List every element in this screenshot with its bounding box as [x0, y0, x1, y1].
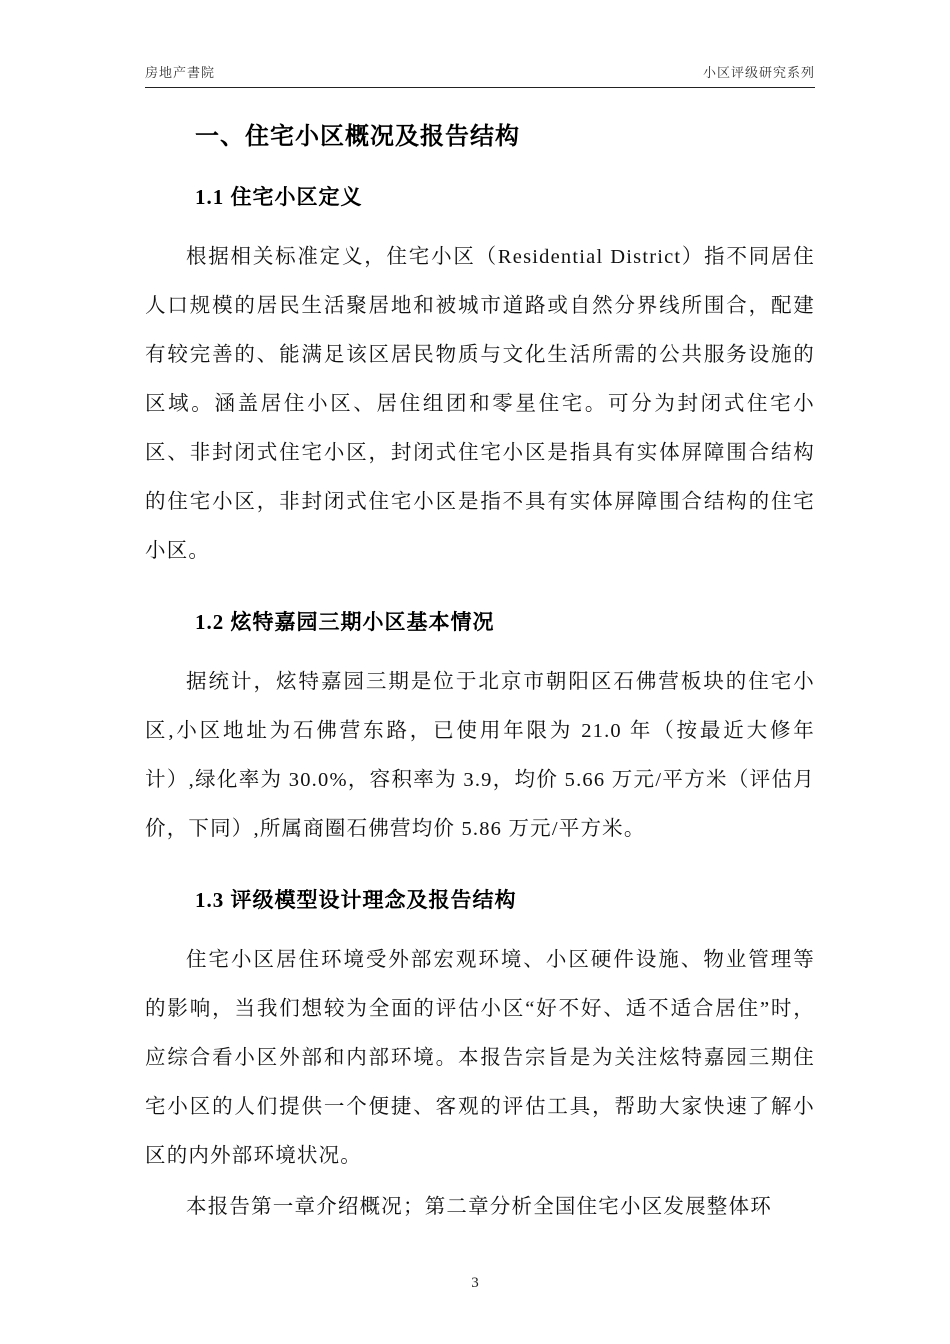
header-right-text: 小区评级研究系列 — [702, 65, 815, 80]
section-heading-1-1: 1.1 住宅小区定义 — [195, 185, 363, 209]
section-heading-1-3: 1.3 评级模型设计理念及报告结构 — [195, 888, 517, 912]
page-number: 3 — [471, 1275, 479, 1291]
header-left-text: 房地产書院 — [145, 65, 216, 80]
chapter-title: 一、住宅小区概况及报告结构 — [195, 124, 520, 150]
page-footer — [0, 1275, 950, 1292]
paragraph-basic-info: 据统计，炫特嘉园三期是位于北京市朝阳区石佛营板块的住宅小区,小区地址为石佛营东路，已使用年限为 21.0 年（按最近大修年计）,绿化率为 30.0%，容积率为 3.9，均价 5.66 万元/平方米（评估月价，下同）,所属商圈石佛营均价 5.86 万元/平方米。 — [145, 671, 815, 840]
section-heading-1-2: 1.2 炫特嘉园三期小区基本情况 — [195, 610, 495, 634]
header-divider — [145, 87, 815, 88]
page-header — [145, 62, 815, 87]
paragraph-model-concept: 住宅小区居住环境受外部宏观环境、小区硬件设施、物业管理等的影响，当我们想较为全面的评估小区“好不好、适不适合居住”时，应综合看小区外部和内部环境。本报告宗旨是为关注炫特嘉园三期住宅小区的人们提供一个便捷、客观的评估工具，帮助大家快速了解小区的内外部环境状况。 — [145, 949, 815, 1167]
paragraph-definition: 根据相关标准定义，住宅小区（Residential District）指不同居住人口规模的居民生活聚居地和被城市道路或自然分界线所围合，配建有较完善的、能满足该区居民物质与文化生活所需的公共服务设施的区域。涵盖居住小区、居住组团和零星住宅。可分为封闭式住宅小区、非封闭式住宅小区，封闭式住宅小区是指具有实体屏障围合结构的住宅小区，非封闭式住宅小区是指不具有实体屏障围合结构的住宅小区。 — [145, 246, 815, 562]
paragraph-report-structure: 本报告第一章介绍概况；第二章分析全国住宅小区发展整体环 — [186, 1196, 772, 1218]
